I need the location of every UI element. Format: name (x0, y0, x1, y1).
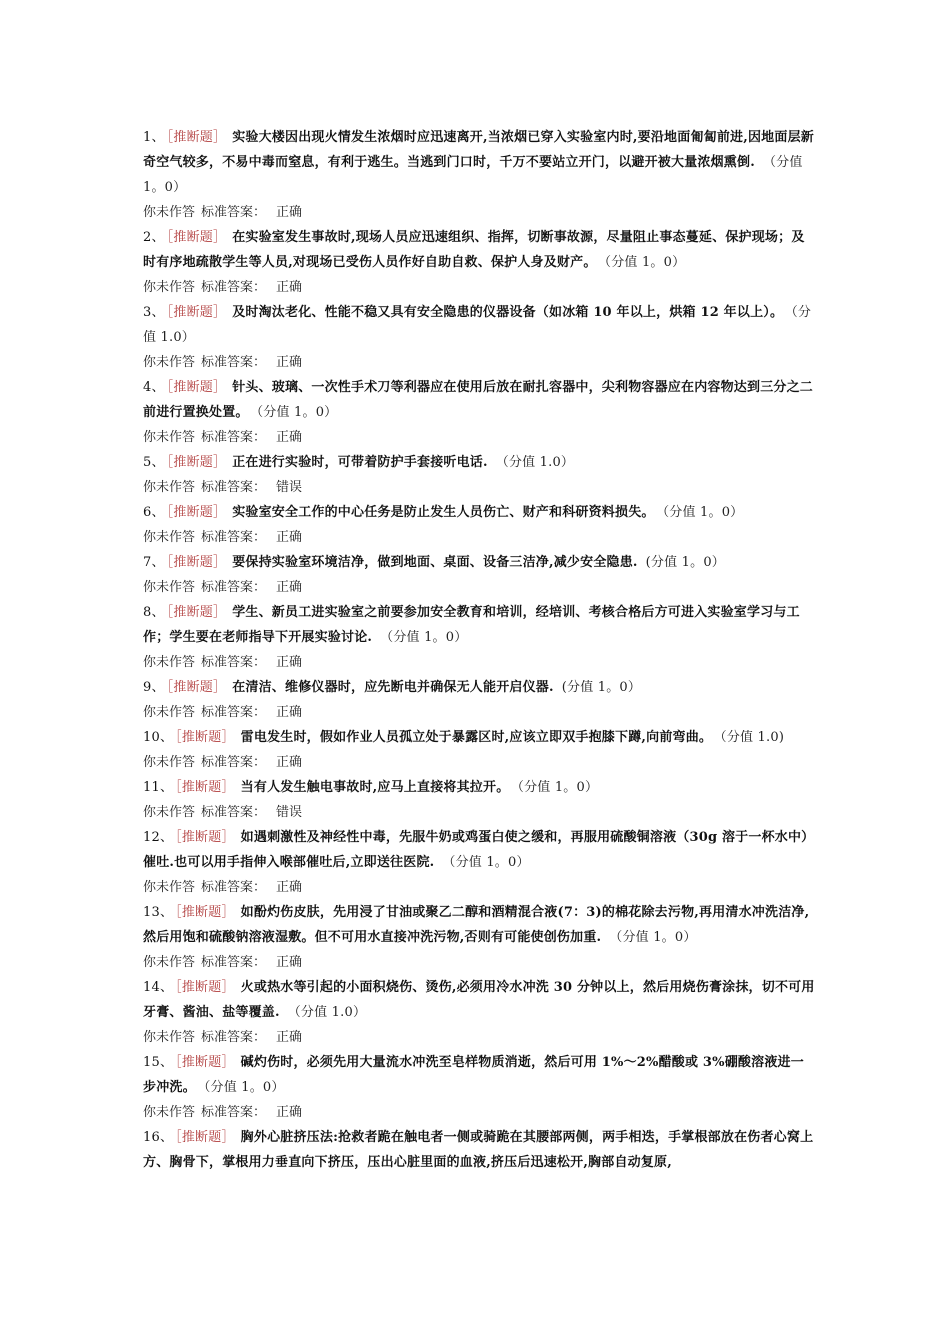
question-body: 当有人发生触电事故时,应马上直接将其拉开。 (240, 780, 510, 795)
question-item (143, 225, 815, 300)
question-item (143, 300, 815, 375)
standard-answer-label: 标准答案： (201, 705, 267, 720)
answer-line (143, 525, 815, 550)
question-number: 2、 (143, 230, 165, 245)
question-type-tag: ［推断题］ (166, 230, 227, 245)
question-number: 4、 (143, 380, 165, 395)
not-answered-label: 你未作答 (143, 430, 196, 445)
question-body: 胸外心脏挤压法:抢救者跪在触电者一侧或骑跪在其腰部两侧，两手相迭，手掌根部放在伤者心窝上方、胸骨下，掌根用力垂直向下挤压，压出心脏里面的血液,挤压后迅速松开,胸部自动复原, (143, 1130, 814, 1170)
standard-answer-label: 标准答案： (201, 805, 267, 820)
standard-answer-label: 标准答案： (201, 430, 267, 445)
standard-answer-label: 标准答案： (201, 530, 267, 545)
answer-line (143, 700, 815, 725)
question-body: 在清洁、维修仪器时，应先断电并确保无人能开启仪器. (232, 680, 554, 695)
question-item (143, 900, 815, 975)
question-number: 9、 (143, 680, 165, 695)
question-score: （分值 1。0） (604, 255, 686, 270)
question-score: （分值 1。0） (203, 1080, 285, 1095)
question-number: 11、 (143, 780, 174, 795)
question-item (143, 825, 815, 900)
standard-answer-value: 正确 (276, 1030, 303, 1045)
not-answered-label: 你未作答 (143, 480, 196, 495)
question-body: 实验室安全工作的中心任务是防止发生人员伤亡、财产和科研资料损失。 (232, 505, 655, 520)
standard-answer-value: 正确 (276, 430, 303, 445)
question-score: （分值 1。0） (609, 930, 697, 945)
question-score: （分值 1.0) (720, 730, 785, 745)
question-text (143, 775, 815, 800)
question-score: （分值 1。0） (442, 855, 530, 870)
answer-line (143, 1100, 815, 1125)
question-score: (分值 1。0） (645, 555, 725, 570)
question-number: 7、 (143, 555, 165, 570)
question-type-tag: ［推断题］ (166, 130, 227, 145)
question-text (143, 375, 815, 425)
standard-answer-value: 正确 (276, 1105, 303, 1120)
question-item (143, 450, 815, 500)
question-number: 6、 (143, 505, 165, 520)
standard-answer-value: 错误 (276, 805, 303, 820)
question-text (143, 500, 815, 525)
question-item (143, 600, 815, 675)
question-item (143, 675, 815, 725)
not-answered-label: 你未作答 (143, 880, 196, 895)
question-type-tag: ［推断题］ (166, 555, 227, 570)
question-body: 如酚灼伤皮肤，先用浸了甘油或聚乙二醇和酒精混合液(7：3)的棉花除去污物,再用清水冲洗洁净,然后用饱和硫酸钠溶液湿敷。但不可用水直接冲洗污物,否则有可能使创伤加重. (143, 905, 810, 945)
question-body: 要保持实验室环境洁净，做到地面、桌面、设备三洁净,减少安全隐患. (232, 555, 638, 570)
question-type-tag: ［推断题］ (175, 780, 235, 795)
standard-answer-label: 标准答案： (201, 580, 267, 595)
answer-line (143, 875, 815, 900)
question-type-tag: ［推断题］ (175, 730, 235, 745)
question-score: （分值 1。0） (662, 505, 744, 520)
question-number: 10、 (143, 730, 174, 745)
standard-answer-value: 正确 (276, 280, 303, 295)
question-text (143, 550, 815, 575)
answer-line (143, 350, 815, 375)
question-score: （分值 1。0） (380, 630, 468, 645)
question-number: 12、 (143, 830, 174, 845)
standard-answer-label: 标准答案： (201, 955, 267, 970)
question-item (143, 375, 815, 450)
question-score: (分值 1。0） (561, 680, 642, 695)
standard-answer-value: 正确 (276, 955, 303, 970)
question-item (143, 1050, 815, 1125)
standard-answer-value: 正确 (276, 655, 303, 670)
not-answered-label: 你未作答 (143, 755, 196, 770)
question-type-tag: ［推断题］ (166, 455, 227, 470)
question-item (143, 1125, 815, 1175)
standard-answer-label: 标准答案： (201, 1105, 267, 1120)
standard-answer-value: 正确 (276, 205, 303, 220)
question-text (143, 825, 815, 875)
not-answered-label: 你未作答 (143, 705, 196, 720)
standard-answer-label: 标准答案： (201, 480, 267, 495)
standard-answer-value: 正确 (276, 530, 303, 545)
standard-answer-value: 正确 (276, 880, 303, 895)
question-text (143, 600, 815, 650)
answer-line (143, 750, 815, 775)
answer-line (143, 275, 815, 300)
answer-line (143, 950, 815, 975)
question-body: 正在进行实验时，可带着防护手套接听电话. (232, 455, 488, 470)
standard-answer-value: 正确 (276, 580, 303, 595)
standard-answer-value: 正确 (276, 755, 303, 770)
not-answered-label: 你未作答 (143, 580, 196, 595)
question-score: （分值 1。0） (517, 780, 599, 795)
question-text (143, 900, 815, 950)
question-text (143, 1125, 815, 1175)
question-type-tag: ［推断题］ (166, 680, 227, 695)
question-number: 14、 (143, 980, 174, 995)
standard-answer-label: 标准答案： (201, 880, 267, 895)
question-type-tag: ［推断题］ (166, 380, 227, 395)
question-number: 16、 (143, 1130, 174, 1145)
question-body: 针头、玻璃、一次性手术刀等利器应在使用后放在耐扎容器中，尖利物容器应在内容物达到三分之二前进行置换处置。 (143, 380, 813, 420)
standard-answer-label: 标准答案： (201, 655, 267, 670)
question-item (143, 775, 815, 825)
question-type-tag: ［推断题］ (175, 1130, 235, 1145)
standard-answer-label: 标准答案： (201, 355, 267, 370)
not-answered-label: 你未作答 (143, 805, 196, 820)
question-number: 8、 (143, 605, 165, 620)
standard-answer-label: 标准答案： (201, 205, 267, 220)
question-text (143, 225, 815, 275)
standard-answer-value: 正确 (276, 705, 303, 720)
question-score: （分值 1.0） (287, 1005, 367, 1020)
question-score: （分值 1.0） (143, 305, 812, 345)
question-item (143, 725, 815, 775)
question-body: 学生、新员工进实验室之前要参加安全教育和培训，经培训、考核合格后方可进入实验室学习与工作；学生要在老师指导下开展实验讨论. (143, 605, 800, 645)
answer-line (143, 200, 815, 225)
question-type-tag: ［推断题］ (166, 605, 227, 620)
question-score: （分值 1。0） (256, 405, 338, 420)
standard-answer-value: 错误 (276, 480, 303, 495)
not-answered-label: 你未作答 (143, 530, 196, 545)
question-item (143, 975, 815, 1050)
question-type-tag: ［推断题］ (175, 905, 235, 920)
answer-line (143, 800, 815, 825)
answer-line (143, 650, 815, 675)
question-list (143, 125, 815, 1175)
question-text (143, 1050, 815, 1100)
not-answered-label: 你未作答 (143, 355, 196, 370)
question-text (143, 675, 815, 700)
standard-answer-value: 正确 (276, 355, 303, 370)
question-text (143, 125, 815, 200)
standard-answer-label: 标准答案： (201, 755, 267, 770)
question-score: （分值 1。0） (143, 155, 803, 195)
question-type-tag: ［推断题］ (166, 305, 227, 320)
question-type-tag: ［推断题］ (175, 1055, 235, 1070)
question-number: 5、 (143, 455, 165, 470)
question-number: 1、 (143, 130, 165, 145)
question-text (143, 975, 815, 1025)
question-item (143, 125, 815, 225)
question-number: 15、 (143, 1055, 174, 1070)
question-body: 实验大楼因出现火情发生浓烟时应迅速离开,当浓烟已穿入实验室内时,要沿地面匍匐前进,因地面层新奇空气较多，不易中毒而窒息，有利于逃生。当逃到门口时，千万不要站立开门，以避开被大量浓烟熏倒. (143, 130, 814, 170)
question-type-tag: ［推断题］ (175, 830, 235, 845)
question-item (143, 550, 815, 600)
question-text (143, 450, 815, 475)
question-type-tag: ［推断题］ (166, 505, 227, 520)
standard-answer-label: 标准答案： (201, 280, 267, 295)
question-body: 如遇刺激性及神经性中毒，先服牛奶或鸡蛋白使之缓和，再服用硫酸铜溶液（30g 溶于一杯水中）催吐.也可以用手指伸入喉部催吐后,立即送往医院. (143, 830, 815, 870)
not-answered-label: 你未作答 (143, 205, 196, 220)
question-body: 碱灼伤时，必须先用大量流水冲洗至皂样物质消逝，然后可用 1%～2%醋酸或 3%硼酸溶液进一步冲洗。 (143, 1055, 804, 1095)
not-answered-label: 你未作答 (143, 655, 196, 670)
answer-line (143, 575, 815, 600)
answer-line (143, 1025, 815, 1050)
question-number: 3、 (143, 305, 165, 320)
question-body: 及时淘汰老化、性能不稳又具有安全隐患的仪器设备（如冰箱 10 年以上，烘箱 12 年以上）。 (232, 305, 784, 320)
question-text (143, 725, 815, 750)
question-body: 火或热水等引起的小面积烧伤、烫伤,必须用冷水冲洗 30 分钟以上，然后用烧伤膏涂抹，切不可用牙膏、酱油、盐等覆盖. (143, 980, 815, 1020)
question-body: 在实验室发生事故时,现场人员应迅速组织、指挥，切断事故源，尽量阻止事态蔓延、保护现场；及时有序地疏散学生等人员,对现场已受伤人员作好自助自救、保护人身及财产。 (143, 230, 805, 270)
answer-line (143, 475, 815, 500)
not-answered-label: 你未作答 (143, 1030, 196, 1045)
question-number: 13、 (143, 905, 174, 920)
standard-answer-label: 标准答案： (201, 1030, 267, 1045)
not-answered-label: 你未作答 (143, 955, 196, 970)
question-score: （分值 1.0） (495, 455, 575, 470)
answer-line (143, 425, 815, 450)
question-type-tag: ［推断题］ (175, 980, 235, 995)
question-body: 雷电发生时，假如作业人员孤立处于暴露区时,应该立即双手抱膝下蹲,向前弯曲。 (240, 730, 713, 745)
not-answered-label: 你未作答 (143, 280, 196, 295)
question-item (143, 500, 815, 550)
question-text (143, 300, 815, 350)
not-answered-label: 你未作答 (143, 1105, 196, 1120)
